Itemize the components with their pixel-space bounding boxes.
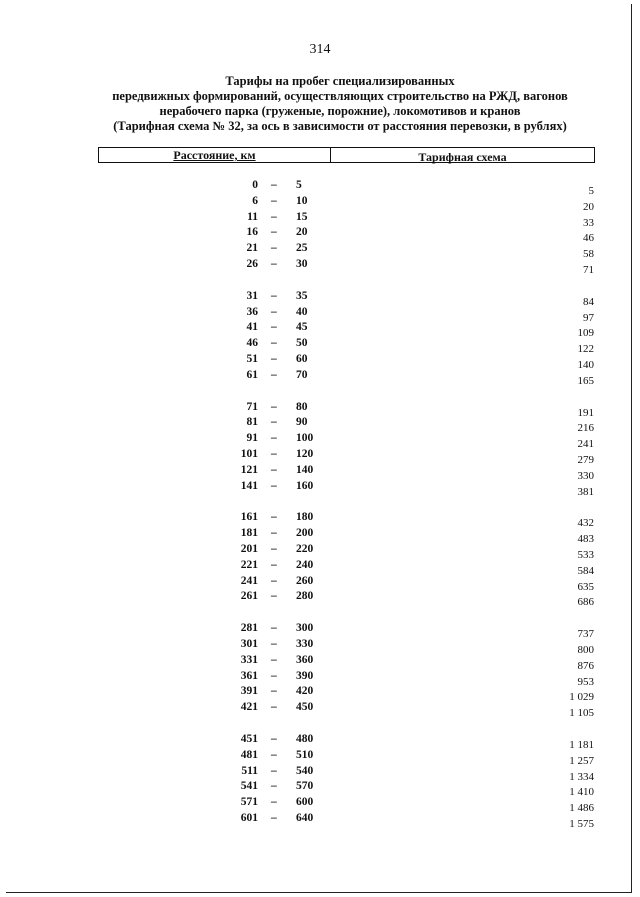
tariff-value: 58 [583,248,594,261]
range-dash: – [271,653,277,666]
title-line: (Тарифная схема № 32, за ось в зависимости от расстояния перевозки, в рублях) [113,119,567,133]
range-dash: – [271,242,277,255]
tariff-value: 84 [583,295,594,308]
distance-to: 450 [296,701,314,714]
table-row [0,765,640,781]
table-row [0,432,640,451]
distance-from: 601 [240,811,258,824]
distance-from: 281 [240,622,258,635]
tariff-value: 635 [577,580,594,593]
distance-from: 41 [246,321,258,334]
distance-to: 60 [296,352,308,365]
distance-to: 120 [296,447,314,460]
distance-to: 30 [296,257,308,270]
distance-from: 21 [246,242,258,255]
table-row [0,480,640,496]
document-title [80,74,600,134]
distance-to: 90 [296,416,308,429]
tariff-value: 33 [583,216,594,229]
table-row [0,796,640,815]
distance-from: 301 [240,637,258,650]
distance-from: 261 [240,590,258,603]
distance-to: 510 [296,748,314,761]
distance-from: 36 [246,305,258,318]
tariff-value: 140 [577,358,594,371]
range-dash: – [271,479,277,492]
distance-from: 361 [240,669,258,682]
row-group [0,511,640,609]
range-dash: – [271,352,277,365]
distance-from: 31 [246,289,258,302]
table-row [0,780,640,799]
tariff-value: 1 257 [569,754,594,767]
tariff-value: 46 [583,232,594,245]
tariff-value: 1 575 [569,817,594,830]
distance-to: 70 [296,368,308,381]
table-header [98,147,595,163]
range-dash: – [271,527,277,540]
distance-to: 220 [296,542,314,555]
range-dash: – [271,732,277,745]
table-row [0,733,640,749]
distance-to: 140 [296,463,314,476]
tariff-value: 584 [577,564,594,577]
table-row [0,195,640,211]
range-dash: – [271,179,277,191]
distance-from: 571 [240,796,258,809]
distance-from: 331 [240,653,258,666]
distance-from: 511 [241,764,258,777]
distance-from: 451 [240,732,258,745]
distance-to: 25 [296,242,308,255]
table-row [0,749,640,765]
table-row [0,290,640,306]
distance-from: 241 [240,574,258,587]
tariff-value: 330 [577,469,594,482]
distance-to: 480 [296,732,314,745]
title-line: Тарифы на пробег специализированных [225,74,455,88]
distance-to: 280 [296,590,314,603]
tariff-value: 97 [583,311,594,324]
distance-from: 26 [246,257,258,270]
table-row [0,543,640,559]
table-row [0,401,640,417]
tariff-table-body [0,179,640,844]
tariff-value: 800 [577,643,594,656]
range-dash: – [271,432,277,445]
distance-to: 35 [296,289,308,302]
distance-to: 45 [296,321,308,334]
column-header-distance: Расстояние, км [99,148,331,162]
table-row [0,242,640,261]
table-row [0,211,640,227]
distance-to: 180 [296,511,314,524]
table-row [0,448,640,464]
tariff-value: 165 [577,374,594,387]
tariff-value: 737 [577,628,594,641]
table-row [0,685,640,704]
table-row [0,638,640,654]
column-header-tariff: Тарифная схема [418,150,507,164]
table-row [0,179,640,195]
range-dash: – [271,811,277,824]
tariff-value: 191 [577,406,594,419]
tariff-value: 1 334 [569,770,594,783]
table-row [0,258,640,274]
range-dash: – [271,337,277,350]
table-row [0,321,640,340]
range-dash: – [271,305,277,318]
distance-from: 0 [252,179,258,191]
tariff-value: 5 [588,185,594,197]
tariff-value: 109 [577,327,594,340]
distance-from: 421 [240,701,258,714]
range-dash: – [271,558,277,571]
range-dash: – [271,257,277,270]
range-dash: – [271,194,277,207]
tariff-value: 381 [577,485,594,498]
distance-from: 6 [252,194,258,207]
range-dash: – [271,463,277,476]
range-dash: – [271,637,277,650]
distance-to: 540 [296,764,314,777]
table-row [0,306,640,322]
range-dash: – [271,542,277,555]
distance-to: 390 [296,669,314,682]
distance-from: 181 [240,527,258,540]
table-row [0,575,640,591]
table-row [0,353,640,369]
distance-to: 200 [296,527,314,540]
tariff-value: 1 486 [569,802,594,815]
range-dash: – [271,574,277,587]
table-row [0,654,640,670]
row-group [0,622,640,720]
distance-from: 11 [247,210,258,223]
distance-to: 5 [296,179,302,191]
distance-from: 51 [246,352,258,365]
table-row [0,369,640,385]
distance-from: 61 [246,368,258,381]
distance-from: 101 [240,447,258,460]
table-row [0,337,640,356]
distance-to: 10 [296,194,308,207]
distance-from: 16 [246,226,258,239]
distance-from: 161 [240,511,258,524]
table-row [0,559,640,575]
tariff-value: 241 [577,438,594,451]
distance-to: 640 [296,811,314,824]
range-dash: – [271,368,277,381]
tariff-value: 279 [577,453,594,466]
table-row [0,590,640,609]
row-group [0,290,640,385]
tariff-value: 483 [577,533,594,546]
tariff-value: 432 [577,517,594,530]
tariff-value: 1 105 [569,707,594,720]
distance-to: 600 [296,796,314,809]
row-group [0,401,640,496]
row-group [0,733,640,828]
distance-from: 71 [246,400,258,413]
distance-to: 240 [296,558,314,571]
distance-from: 141 [240,479,258,492]
range-dash: – [271,226,277,239]
distance-to: 330 [296,637,314,650]
table-row [0,812,640,828]
distance-to: 50 [296,337,308,350]
table-row [0,511,640,530]
distance-from: 81 [246,416,258,429]
tariff-value: 876 [577,659,594,672]
table-row [0,701,640,720]
tariff-value: 953 [577,675,594,688]
range-dash: – [271,796,277,809]
range-dash: – [271,764,277,777]
tariff-value: 71 [583,263,594,276]
distance-to: 420 [296,685,314,698]
row-group [0,179,640,274]
distance-from: 391 [240,685,258,698]
distance-from: 481 [240,748,258,761]
distance-to: 160 [296,479,314,492]
distance-to: 80 [296,400,308,413]
distance-from: 121 [240,463,258,476]
distance-from: 91 [246,432,258,445]
tariff-value: 216 [577,422,594,435]
distance-to: 300 [296,622,314,635]
table-row [0,527,640,546]
distance-to: 570 [296,780,314,793]
tariff-value: 686 [577,596,594,609]
range-dash: – [271,701,277,714]
range-dash: – [271,289,277,302]
distance-from: 46 [246,337,258,350]
table-row [0,464,640,480]
range-dash: – [271,321,277,334]
table-row [0,416,640,435]
title-line: нерабочего парка (груженые, порожние), локомотивов и кранов [159,104,521,118]
tariff-value: 122 [577,343,594,356]
range-dash: – [271,780,277,793]
range-dash: – [271,400,277,413]
tariff-value: 533 [577,548,594,561]
range-dash: – [271,416,277,429]
range-dash: – [271,210,277,223]
distance-from: 221 [240,558,258,571]
distance-to: 15 [296,210,308,223]
title-line: передвижных формирований, осуществляющих строительство на РЖД, вагонов [112,89,568,103]
tariff-value: 1 181 [569,738,594,751]
page-number: 314 [309,42,331,57]
distance-to: 100 [296,432,314,445]
range-dash: – [271,685,277,698]
distance-to: 40 [296,305,308,318]
range-dash: – [271,748,277,761]
distance-to: 360 [296,653,314,666]
range-dash: – [271,669,277,682]
table-row [0,622,640,641]
distance-to: 260 [296,574,314,587]
tariff-value: 20 [583,200,594,213]
distance-from: 541 [240,780,258,793]
table-row [0,226,640,245]
range-dash: – [271,622,277,635]
range-dash: – [271,590,277,603]
range-dash: – [271,511,277,524]
tariff-value: 1 410 [569,786,594,799]
range-dash: – [271,447,277,460]
table-row [0,670,640,686]
tariff-value: 1 029 [569,691,594,704]
distance-to: 20 [296,226,308,239]
distance-from: 201 [240,542,258,555]
